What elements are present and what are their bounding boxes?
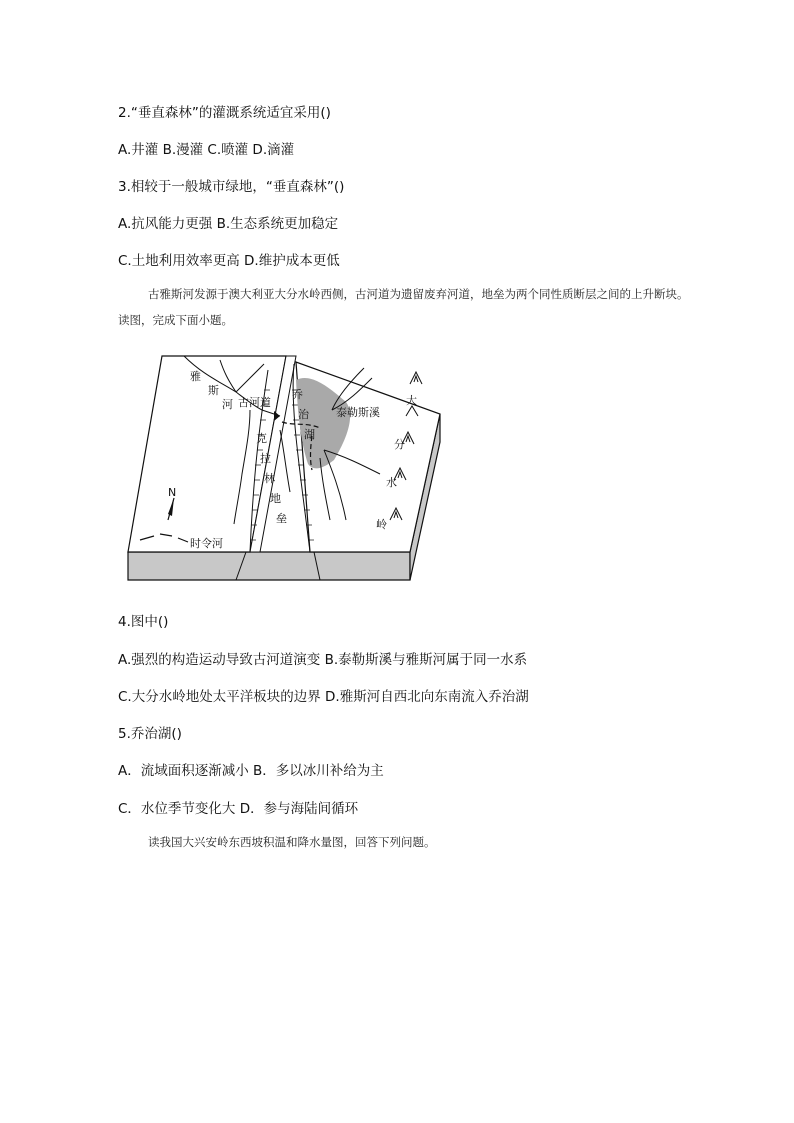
q5-options-a: A．流域面积逐渐减小 B．多以冰川补给为主: [118, 763, 384, 779]
q3-stem: 3.相较于一般城市绿地，“垂直森林”(): [118, 179, 345, 195]
label-creek: 泰勒斯溪: [336, 406, 380, 419]
label-divide-4: 岭: [376, 518, 387, 531]
label-horst-5: 垒: [276, 512, 287, 525]
horst-diagram: [124, 350, 444, 585]
label-north: N: [168, 486, 177, 499]
label-he: 河: [222, 398, 233, 411]
passage-2: 读我国大兴安岭东西坡积温和降水量图，回答下列问题。: [148, 835, 436, 849]
q2-options: A.井灌 B.漫灌 C.喷灌 D.滴灌: [118, 142, 295, 158]
q3-options-b: C.土地利用效率更高 D.维护成本更低: [118, 253, 340, 269]
label-old-channel: 古河道: [238, 396, 271, 409]
q4-options-a: A.强烈的构造运动导致古河道演变 B.泰勒斯溪与雅斯河属于同一水系: [118, 652, 528, 668]
q3-options-a: A.抗风能力更强 B.生态系统更加稳定: [118, 216, 339, 232]
label-lake-2: 治: [298, 408, 309, 421]
q5-stem: 5.乔治湖(): [118, 726, 182, 742]
label-horst-4: 地: [270, 492, 281, 505]
label-divide-2: 分: [394, 438, 405, 451]
q4-stem: 4.图中(): [118, 614, 169, 630]
q5-options-b: C．水位季节变化大 D．参与海陆间循环: [118, 801, 359, 817]
label-lake-3: 湖: [304, 428, 315, 441]
label-divide-1: 大: [406, 394, 417, 407]
label-horst-3: 林: [264, 472, 275, 485]
label-divide-3: 水: [386, 476, 397, 489]
passage: 古雅斯河发源于澳大利亚大分水岭西侧，古河道为遗留废弃河道，地垒为两个同性质断层之间的上升断块。读图，完成下面小题。: [118, 287, 689, 327]
label-shiling: 时令河: [190, 537, 223, 550]
q4-options-b: C.大分水岭地处太平洋板块的边界 D.雅斯河自西北向东南流入乔治湖: [118, 689, 529, 705]
label-horst-2: 拉: [260, 452, 271, 465]
label-si: 斯: [208, 384, 219, 397]
block-base: [128, 552, 410, 580]
label-ya: 雅: [190, 370, 201, 383]
label-horst-1: 克: [256, 432, 267, 445]
label-lake-1: 乔: [292, 388, 303, 401]
q2-stem: 2.“垂直森林”的灌溉系统适宜采用(): [118, 105, 331, 121]
